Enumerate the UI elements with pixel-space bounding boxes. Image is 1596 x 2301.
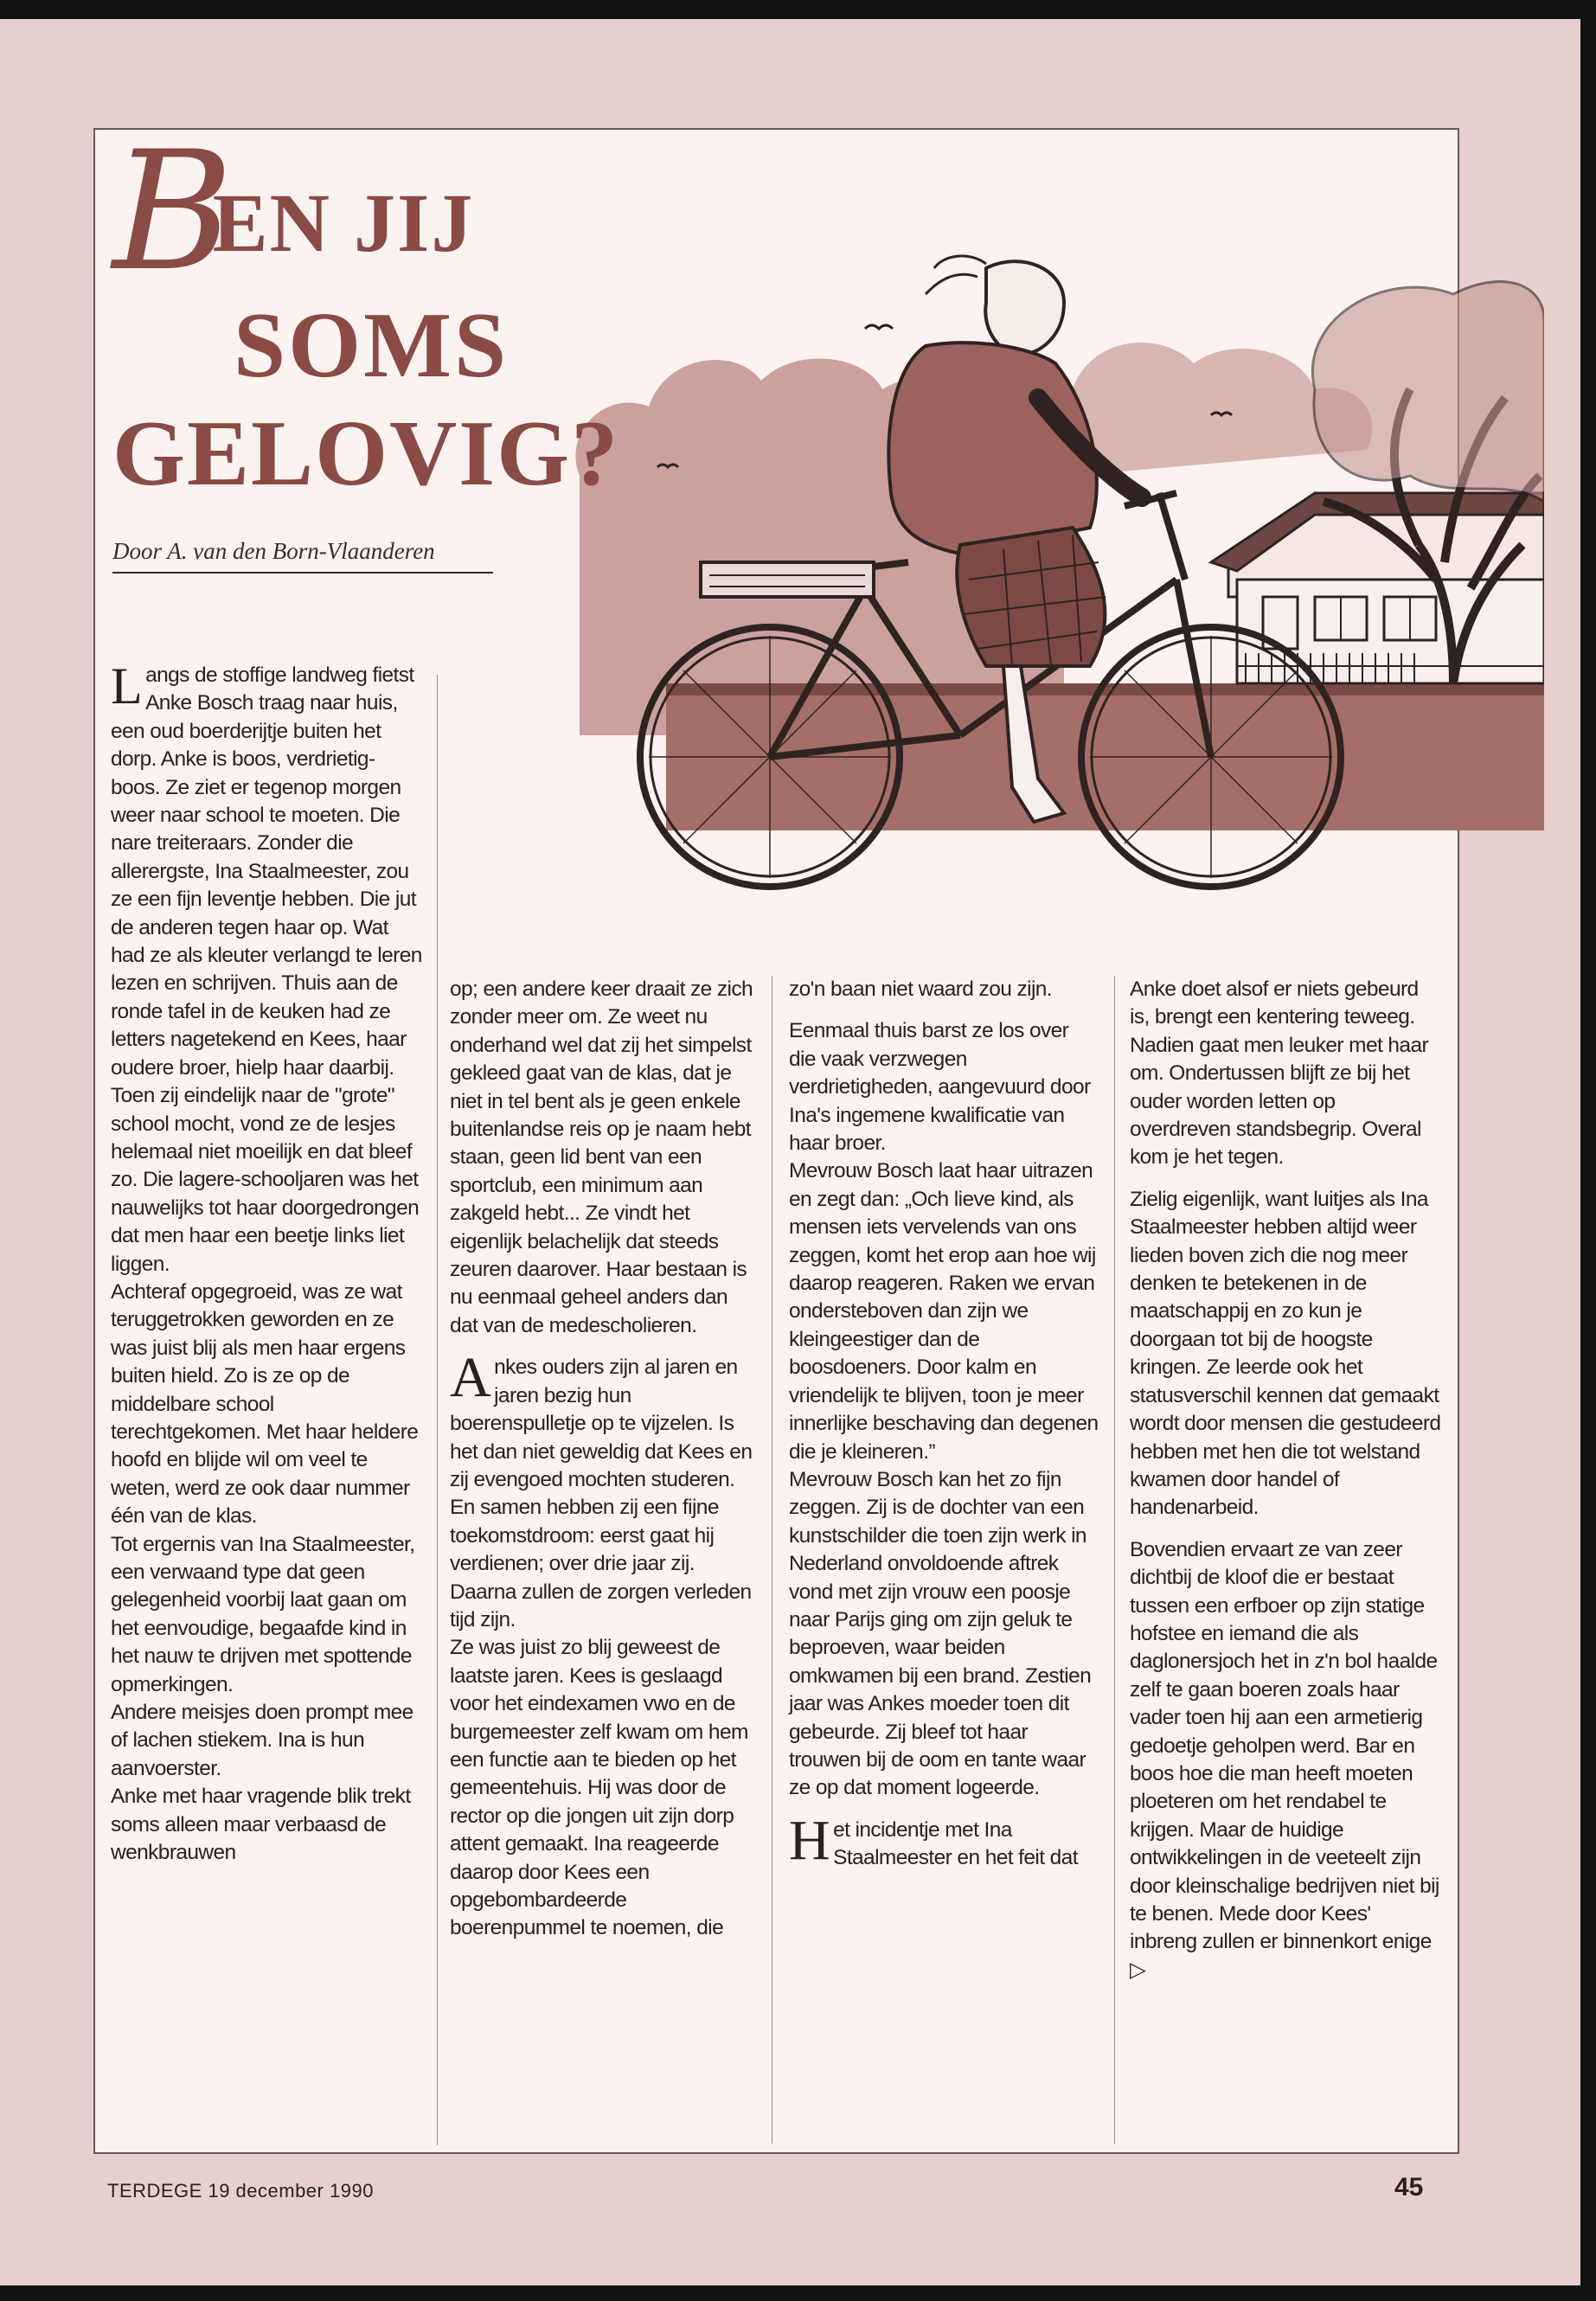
paragraph: Tot ergernis van Ina Staalmeester, een verwaand type dat geen gelegenheid voorbij laat gaan om het eenvoudige, begaafde kind in het nauw te drijven met spottende opmerkingen. xyxy=(111,1532,415,1696)
paragraph xyxy=(789,1808,1099,1873)
paragraph: Mevrouw Bosch laat haar uitrazen en zegt dan: „Och lieve kind, als mensen iets vervelends van ons zeggen, komt het erop aan hoe wij daarop reageren. Raken we ervan ondersteboven dan zijn we kleingeestiger dan de boosdoeners. Door kalm en vriendelijk te blijven, toon je meer innerlijke beschaving dan degenen die je kleineren.” xyxy=(789,1159,1099,1464)
paragraph xyxy=(450,1346,760,1634)
paragraph: Bovendien ervaart ze van zeer dichtbij de kloof die er bestaat tussen een erfboer op zijn statige hofstee en iemand die als daglonersjoch het in z'n bol haalde zelf te gaan boeren zoals haar vader toen hij aan een armetierig gedoetje geholpen werd. Bar en boos hoe die man heeft moeten ploeteren om het rendabel te krijgen. Maar de huidige ontwikkelingen in de veeteelt zijn door kleinschalige bedrijven niet bij te benen. Mede door Kees' inbreng zullen er binnenkort enige ▷ xyxy=(1130,1537,1439,1982)
text-column-1 xyxy=(111,657,422,1867)
paragraph: Anke met haar vragende blik trekt soms alleen maar verbaasd de wenkbrauwen xyxy=(111,1785,411,1865)
paragraph-text: nkes ouders zijn al jaren en jaren bezig hun boerenspulletje op te vijzelen. Is het dan niet geweldig dat Kees en zij evengoed mochten studeren. En samen hebben zij een fijne toekomstdroom: eerst gaat hij verdienen; over drie jaar zij. Daarna zullen de zorgen verleden tijd zijn. xyxy=(450,1356,753,1631)
title-line2: SOMS xyxy=(234,294,510,397)
paragraph: Anke doet alsof er niets gebeurd is, brengt een kentering teweeg. Nadien gaat men leuker met haar om. Ondertussen blijft ze bij het ouder worden letten op overdreven standsbegrip. Overal kom je het tegen. xyxy=(1130,977,1429,1170)
paragraph: Eenmaal thuis barst ze los over die vaak verzwegen verdrietigheden, aangevuurd door Ina's ingemene kwalificatie van haar broer. xyxy=(789,1019,1091,1156)
paragraph xyxy=(111,657,422,1279)
paragraph: Achteraf opgegroeid, was ze wat teruggetrokken geworden en ze was juist blij als men haar ergens buiten hield. Zo is ze op de middelbare school terechtgekomen. Met haar heldere hoofd en blijde wil om veel te weten, werd ze ook daar nummer één van de klas. xyxy=(111,1279,419,1529)
title-line3: GELOVIG? xyxy=(112,402,620,505)
text-column-3 xyxy=(789,976,1099,1873)
paragraph: op; een andere keer draait ze zich zonder meer om. Ze weet nu onderhand wel dat zij het simpelst gekleed gaat van de klas, dat je niet in tel bent als je geen enkele buitenlandse reis op je naam hebt staan, geen lid bent van een sportclub, een minimum aan zakgeld hebt... Ze vindt het eigenlijk belachelijk dat steeds zeuren daarover. Haar bestaan is nu eenmaal geheel anders dan dat van de medescholieren. xyxy=(450,977,753,1337)
paragraph-text: et incidentje met Ina Staalmeester en het feit dat xyxy=(833,1817,1078,1870)
column-rule xyxy=(1114,976,1115,2144)
paragraph-text: angs de stoffige landweg fietst Anke Bosch traag naar huis, een oud boerderijtje buiten het dorp. Anke is boos, verdrietig-boos. Ze ziet er tegenop morgen weer naar school te moeten. Die nare treiteraars. Zonder die allerergste, Ina Staalmeester, zou ze een fijn leventje hebben. Die jut de anderen tegen haar op. Wat had ze als kleuter verlangd te leren lezen en schrijven. Thuis aan de ronde tafel in de keuken had ze letters nagetekend en Kees, haar oudere broer, hielp haar daarbij. Toen zij eindelijk naar de "grote" school mocht, vond ze de lesjes helemaal niet moeilijk en dat bleef zo. Die lagere-schooljaren was het nauwelijks tot haar doorgedrongen dat men haar een beetje links liet liggen. xyxy=(111,663,422,1276)
paragraph: Ze was juist zo blij geweest de laatste jaren. Kees is geslaagd voor het eindexamen vwo en de burgemeester zelf kwam om hem een functie aan te bieden op het gemeentehuis. Hij was door de rector op die jongen uit zijn dorp attent gemaakt. Ina reageerde daarop door Kees een opgebombardeerde boerenpummel te noemen, die xyxy=(450,1636,748,1940)
paragraph: Zielig eigenlijk, want luitjes als Ina Staalmeester hebben altijd weer lieden boven zich die nog meer denken te betekenen in de maatschappij en zo kun je doorgaan tot bij de hoogste kringen. Ze leerde ook het statusverschil kennen dat gemaakt wordt door mensen die gestudeerd hebben met hen die tot welstand kwamen door handel of handenarbeid. xyxy=(1130,1187,1441,1520)
page-number: 45 xyxy=(1394,2173,1424,2202)
drop-cap: H xyxy=(789,1808,830,1872)
text-column-2 xyxy=(450,976,760,1943)
column-rule xyxy=(437,675,438,2145)
scan-border-top xyxy=(0,0,1596,19)
drop-cap: L xyxy=(111,657,143,715)
publication-footer: TERDEGE 19 december 1990 xyxy=(107,2180,374,2202)
paragraph: Mevrouw Bosch kan het zo fijn zeggen. Zij is de dochter van een kunstschilder die toen zijn werk in Nederland onvoldoende aftrek vond met zijn vrouw een poosje naar Parijs ging om zijn geluk te beproeven, waar beiden omkwamen bij een brand. Zestien jaar was Ankes moeder toen dit gebeurde. Zij bleef tot haar trouwen bij de oom en tante waar ze op dat moment logeerde. xyxy=(789,1467,1092,1800)
paragraph: Andere meisjes doen prompt mee of lachen stiekem. Ina is hun aanvoerster. xyxy=(111,1701,413,1780)
scan-border-right xyxy=(1580,0,1596,2301)
scan-border-bottom xyxy=(0,2285,1596,2301)
byline: Door A. van den Born-Vlaanderen xyxy=(112,538,493,574)
title-initial: B xyxy=(112,116,230,307)
drop-cap: A xyxy=(450,1346,491,1410)
text-column-4 xyxy=(1130,976,1441,1984)
paragraph: zo'n baan niet waard zou zijn. xyxy=(789,977,1053,1001)
girl-on-bicycle-illustration xyxy=(554,216,1544,917)
title-line1: EN JIJ xyxy=(212,176,475,269)
